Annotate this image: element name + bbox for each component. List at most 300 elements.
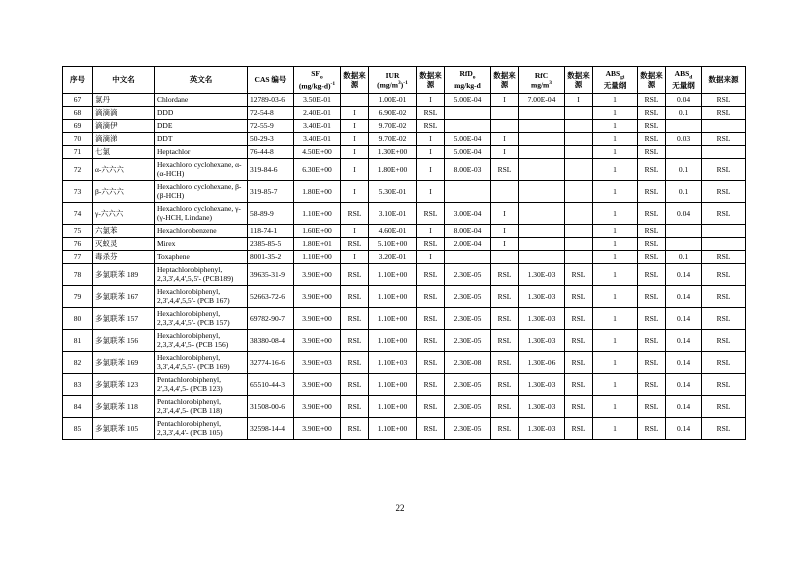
cell-index: 68 — [63, 106, 93, 119]
cell-iur: 1.10E+00 — [369, 307, 417, 329]
cell-sf-source: RSL — [341, 351, 369, 373]
cell-index: 83 — [63, 373, 93, 395]
cell-rfd: 2.30E-08 — [445, 351, 491, 373]
cell-rfc: 1.30E-03 — [519, 307, 565, 329]
cell-absgi: 1 — [593, 329, 638, 351]
cell-sf-source: I — [341, 132, 369, 145]
cell-rfd-source: RSL — [491, 351, 519, 373]
cell-en-name: Hexachlorobenzene — [155, 224, 248, 237]
cell-sf-source: RSL — [341, 395, 369, 417]
cell-absd: 0.1 — [666, 180, 702, 202]
cell-iur-source: RSL — [417, 106, 445, 119]
cell-cas: 32774-16-6 — [248, 351, 294, 373]
table-row — [63, 180, 746, 202]
cell-iur: 1.30E+00 — [369, 145, 417, 158]
cell-rfc-source: RSL — [565, 263, 593, 285]
cell-en-name: Hexachlorobiphenyl, 2,3',4,4',5,5'- (PCB 167) — [155, 285, 248, 307]
cell-iur-source: RSL — [417, 237, 445, 250]
cell-absd: 0.14 — [666, 285, 702, 307]
cell-absgi: 1 — [593, 285, 638, 307]
cell-cas: 69782-90-7 — [248, 307, 294, 329]
cell-rfd-source: I — [491, 202, 519, 224]
cell-en-name: DDD — [155, 106, 248, 119]
cell-absd-source: RSL — [702, 250, 746, 263]
cell-index: 76 — [63, 237, 93, 250]
cell-iur: 1.80E+00 — [369, 158, 417, 180]
cell-rfc-source: RSL — [565, 329, 593, 351]
cell-rfc — [519, 250, 565, 263]
cell-absd-source — [702, 224, 746, 237]
cell-rfc-source: RSL — [565, 417, 593, 439]
cell-sf-source: RSL — [341, 329, 369, 351]
cell-absgi: 1 — [593, 373, 638, 395]
cell-en-name: Heptachlorobiphenyl, 2,3,3',4,4',5,5'- (PCB189) — [155, 263, 248, 285]
cell-absd — [666, 119, 702, 132]
cell-rfd: 2.30E-05 — [445, 285, 491, 307]
cell-absd: 0.14 — [666, 351, 702, 373]
table-row — [63, 93, 746, 106]
cell-rfd: 2.30E-05 — [445, 373, 491, 395]
cell-absgi: 1 — [593, 106, 638, 119]
cell-rfc-source — [565, 202, 593, 224]
cell-rfc-source — [565, 237, 593, 250]
cell-absgi: 1 — [593, 395, 638, 417]
table-row — [63, 202, 746, 224]
cell-cas: 65510-44-3 — [248, 373, 294, 395]
cell-cn-name: 多氯联苯 105 — [93, 417, 155, 439]
table-row — [63, 395, 746, 417]
cell-iur: 1.10E+00 — [369, 329, 417, 351]
cell-sf-source: I — [341, 158, 369, 180]
cell-rfc — [519, 202, 565, 224]
col-header-sf: $SF_o$ $(mg/kg-d)^{-1}$ — [294, 67, 341, 94]
cell-cn-name: 滴滴涕 — [93, 132, 155, 145]
cell-absgi-source: RSL — [638, 285, 666, 307]
cell-absgi-source: RSL — [638, 417, 666, 439]
cell-sf: 4.50E+00 — [294, 145, 341, 158]
cell-rfc: 1.30E-03 — [519, 329, 565, 351]
cell-iur: 3.10E-01 — [369, 202, 417, 224]
cell-sf-source: RSL — [341, 417, 369, 439]
cell-absgi: 1 — [593, 132, 638, 145]
cell-rfd-source: I — [491, 224, 519, 237]
header-row — [63, 67, 746, 94]
cell-en-name: Chlordane — [155, 93, 248, 106]
cell-sf: 1.60E+00 — [294, 224, 341, 237]
cell-sf-source: RSL — [341, 285, 369, 307]
cell-absgi-source: RSL — [638, 158, 666, 180]
cell-iur: 1.10E+00 — [369, 285, 417, 307]
cell-en-name: DDE — [155, 119, 248, 132]
cell-sf: 1.80E+01 — [294, 237, 341, 250]
cell-rfd: 2.00E-04 — [445, 237, 491, 250]
table-body — [63, 93, 746, 439]
cell-absgi: 1 — [593, 351, 638, 373]
col-header-sf-source: 数据来源 — [341, 67, 369, 94]
col-header-absgi: $ABS_{gi}$ 无量纲 — [593, 67, 638, 94]
cell-absd: 0.1 — [666, 106, 702, 119]
cell-absgi-source: RSL — [638, 202, 666, 224]
cell-rfc — [519, 180, 565, 202]
cell-iur: 1.10E+00 — [369, 373, 417, 395]
cell-rfc: 1.30E-03 — [519, 395, 565, 417]
cell-absd: 0.14 — [666, 417, 702, 439]
cell-absd-source: RSL — [702, 285, 746, 307]
cell-iur: 9.70E-02 — [369, 119, 417, 132]
cell-index: 81 — [63, 329, 93, 351]
cell-iur: 5.10E+00 — [369, 237, 417, 250]
cell-rfd: 2.30E-05 — [445, 395, 491, 417]
cell-iur-source: RSL — [417, 395, 445, 417]
cell-absgi-source: RSL — [638, 237, 666, 250]
cell-absd-source: RSL — [702, 263, 746, 285]
cell-sf-source: I — [341, 224, 369, 237]
cell-absgi: 1 — [593, 180, 638, 202]
cell-sf: 3.40E-01 — [294, 119, 341, 132]
cell-index: 74 — [63, 202, 93, 224]
cell-sf: 3.90E+00 — [294, 395, 341, 417]
cell-rfd-source: RSL — [491, 373, 519, 395]
table-row — [63, 417, 746, 439]
cell-sf: 3.40E-01 — [294, 132, 341, 145]
cell-rfc: 7.00E-04 — [519, 93, 565, 106]
cell-absgi-source: RSL — [638, 307, 666, 329]
cell-rfd-source: RSL — [491, 307, 519, 329]
cell-absgi: 1 — [593, 307, 638, 329]
cell-absgi: 1 — [593, 250, 638, 263]
cell-absgi-source: RSL — [638, 351, 666, 373]
cell-absd-source — [702, 119, 746, 132]
cell-cas: 8001-35-2 — [248, 250, 294, 263]
cell-rfd-source: RSL — [491, 417, 519, 439]
cell-rfc-source: RSL — [565, 395, 593, 417]
cell-rfd: 8.00E-04 — [445, 224, 491, 237]
table-row — [63, 132, 746, 145]
cell-rfd — [445, 180, 491, 202]
cell-absgi: 1 — [593, 93, 638, 106]
col-header-iur: IUR $(mg/m^3)^{-1}$ — [369, 67, 417, 94]
cell-sf: 1.10E+00 — [294, 202, 341, 224]
cell-absd — [666, 237, 702, 250]
cell-rfc — [519, 224, 565, 237]
cell-rfd — [445, 119, 491, 132]
cell-iur: 5.30E-01 — [369, 180, 417, 202]
cell-sf: 1.10E+00 — [294, 250, 341, 263]
cell-cas: 72-55-9 — [248, 119, 294, 132]
cell-iur-source: I — [417, 93, 445, 106]
cell-rfc — [519, 132, 565, 145]
cell-en-name: Pentachlorobiphenyl, 2',3,4,4',5- (PCB 123) — [155, 373, 248, 395]
cell-absgi: 1 — [593, 237, 638, 250]
cell-absd: 0.1 — [666, 250, 702, 263]
cell-sf: 3.90E+00 — [294, 263, 341, 285]
cell-absd: 0.1 — [666, 158, 702, 180]
cell-index: 82 — [63, 351, 93, 373]
cell-absd-source: RSL — [702, 351, 746, 373]
cell-rfc-source — [565, 132, 593, 145]
cell-iur: 1.00E-01 — [369, 93, 417, 106]
cell-en-name: Hexachlorobiphenyl, 3,3',4,4',5,5'- (PCB 169) — [155, 351, 248, 373]
cell-iur: 3.20E-01 — [369, 250, 417, 263]
cell-absd-source — [702, 145, 746, 158]
cell-rfc-source — [565, 250, 593, 263]
cell-rfd: 2.30E-05 — [445, 329, 491, 351]
cell-index: 70 — [63, 132, 93, 145]
cell-absgi-source: RSL — [638, 106, 666, 119]
cell-rfc-source: RSL — [565, 307, 593, 329]
cell-en-name: Heptachlor — [155, 145, 248, 158]
cell-absgi: 1 — [593, 119, 638, 132]
table-row — [63, 106, 746, 119]
cell-rfc — [519, 106, 565, 119]
cell-absd: 0.14 — [666, 373, 702, 395]
cell-en-name: Hexachloro cyclohexane, α-(α-HCH) — [155, 158, 248, 180]
cell-absgi-source: RSL — [638, 132, 666, 145]
cell-index: 79 — [63, 285, 93, 307]
cell-en-name: Pentachlorobiphenyl, 2,3',4,4',5- (PCB 118) — [155, 395, 248, 417]
cell-index: 72 — [63, 158, 93, 180]
cell-rfd-source: RSL — [491, 263, 519, 285]
cell-rfc — [519, 119, 565, 132]
cell-iur-source: I — [417, 145, 445, 158]
cell-absd-source: RSL — [702, 329, 746, 351]
cell-index: 78 — [63, 263, 93, 285]
cell-index: 67 — [63, 93, 93, 106]
cell-absgi: 1 — [593, 224, 638, 237]
cell-rfd-source: RSL — [491, 329, 519, 351]
cell-cas: 12789-03-6 — [248, 93, 294, 106]
cell-rfd — [445, 106, 491, 119]
cell-absd-source: RSL — [702, 395, 746, 417]
toxicity-parameters-table — [62, 66, 746, 440]
cell-rfd-source: I — [491, 145, 519, 158]
cell-rfd-source: RSL — [491, 285, 519, 307]
cell-index: 73 — [63, 180, 93, 202]
col-header-rfd: RfD$_o$ mg/kg-d — [445, 67, 491, 94]
cell-rfc-source — [565, 106, 593, 119]
cell-iur-source: I — [417, 132, 445, 145]
cell-cas: 52663-72-6 — [248, 285, 294, 307]
cell-iur-source: RSL — [417, 119, 445, 132]
cell-absgi-source: RSL — [638, 395, 666, 417]
cell-cn-name: γ-六六六 — [93, 202, 155, 224]
cell-iur: 1.10E+03 — [369, 351, 417, 373]
col-header-cas: CAS 编号 — [248, 67, 294, 94]
table-row — [63, 351, 746, 373]
cell-rfc-source — [565, 119, 593, 132]
cell-absgi-source: RSL — [638, 180, 666, 202]
cell-rfc-source — [565, 158, 593, 180]
cell-rfc — [519, 237, 565, 250]
cell-absgi-source: RSL — [638, 329, 666, 351]
table-header — [63, 67, 746, 94]
cell-absgi-source: RSL — [638, 93, 666, 106]
cell-iur-source: RSL — [417, 373, 445, 395]
cell-absgi-source: RSL — [638, 224, 666, 237]
cell-en-name: Hexachlorobiphenyl, 2,3,3',4,4',5- (PCB 156) — [155, 329, 248, 351]
cell-cn-name: 滴滴滴 — [93, 106, 155, 119]
cell-sf-source: I — [341, 119, 369, 132]
cell-sf: 2.40E-01 — [294, 106, 341, 119]
cell-absd-source: RSL — [702, 106, 746, 119]
cell-cn-name: α-六六六 — [93, 158, 155, 180]
cell-absd-source: RSL — [702, 373, 746, 395]
cell-cn-name: 毒杀芬 — [93, 250, 155, 263]
cell-cn-name: 多氯联苯 189 — [93, 263, 155, 285]
col-header-rfd-source: 数据来源 — [491, 67, 519, 94]
cell-absd-source: RSL — [702, 158, 746, 180]
cell-iur-source: I — [417, 250, 445, 263]
cell-sf: 3.90E+03 — [294, 351, 341, 373]
cell-rfc — [519, 145, 565, 158]
cell-absd: 0.03 — [666, 132, 702, 145]
cell-iur-source: I — [417, 158, 445, 180]
cell-cas: 39635-31-9 — [248, 263, 294, 285]
cell-absd — [666, 224, 702, 237]
cell-sf: 3.90E+00 — [294, 307, 341, 329]
cell-sf-source: I — [341, 250, 369, 263]
cell-sf-source: I — [341, 180, 369, 202]
cell-cn-name: 六氯苯 — [93, 224, 155, 237]
cell-iur-source: RSL — [417, 202, 445, 224]
cell-cas: 32598-14-4 — [248, 417, 294, 439]
col-header-absd: $ABS_d$ 无量纲 — [666, 67, 702, 94]
col-header-index: 序号 — [63, 67, 93, 94]
table-row — [63, 307, 746, 329]
cell-iur-source: RSL — [417, 285, 445, 307]
cell-cas: 319-85-7 — [248, 180, 294, 202]
cell-cas: 58-89-9 — [248, 202, 294, 224]
page-number: 22 — [395, 503, 405, 513]
cell-iur: 1.10E+00 — [369, 263, 417, 285]
table-row — [63, 250, 746, 263]
cell-absd: 0.04 — [666, 202, 702, 224]
cell-rfc-source — [565, 145, 593, 158]
cell-sf: 6.30E+00 — [294, 158, 341, 180]
cell-iur: 9.70E-02 — [369, 132, 417, 145]
cell-sf: 3.50E-01 — [294, 93, 341, 106]
cell-iur-source: RSL — [417, 417, 445, 439]
cell-rfc-source: RSL — [565, 351, 593, 373]
cell-en-name: Hexachlorobiphenyl, 2,3,3',4,4',5'- (PCB 157) — [155, 307, 248, 329]
cell-rfc: 1.30E-03 — [519, 417, 565, 439]
cell-absgi-source: RSL — [638, 250, 666, 263]
cell-cas: 319-84-6 — [248, 158, 294, 180]
cell-rfc-source: I — [565, 93, 593, 106]
cell-cn-name: 氯丹 — [93, 93, 155, 106]
cell-absd-source: RSL — [702, 417, 746, 439]
col-header-en-name: 英文名 — [155, 67, 248, 94]
cell-absd-source: RSL — [702, 202, 746, 224]
col-header-cn-name: 中文名 — [93, 67, 155, 94]
table-row — [63, 119, 746, 132]
cell-iur-source: RSL — [417, 329, 445, 351]
cell-cas: 76-44-8 — [248, 145, 294, 158]
cell-absgi-source: RSL — [638, 373, 666, 395]
cell-en-name: Hexachloro cyclohexane, γ-(γ-HCH, Lindane) — [155, 202, 248, 224]
cell-absd — [666, 145, 702, 158]
table-row — [63, 145, 746, 158]
cell-sf-source — [341, 93, 369, 106]
cell-rfc: 1.30E-06 — [519, 351, 565, 373]
cell-absd-source: RSL — [702, 307, 746, 329]
cell-rfd: 5.00E-04 — [445, 145, 491, 158]
cell-sf-source: I — [341, 106, 369, 119]
cell-rfd: 2.30E-05 — [445, 263, 491, 285]
cell-index: 69 — [63, 119, 93, 132]
cell-absgi-source: RSL — [638, 119, 666, 132]
cell-rfd: 5.00E-04 — [445, 93, 491, 106]
cell-absgi: 1 — [593, 145, 638, 158]
cell-rfd-source — [491, 250, 519, 263]
cell-rfc-source — [565, 224, 593, 237]
col-header-rfc-source: 数据来源 — [565, 67, 593, 94]
cell-sf: 3.90E+00 — [294, 417, 341, 439]
cell-absd: 0.14 — [666, 307, 702, 329]
cell-en-name: Mirex — [155, 237, 248, 250]
cell-cn-name: 多氯联苯 167 — [93, 285, 155, 307]
cell-sf-source: I — [341, 145, 369, 158]
cell-absd-source: RSL — [702, 132, 746, 145]
table-row — [63, 237, 746, 250]
col-header-absd-source: 数据来源 — [702, 67, 746, 94]
cell-en-name: DDT — [155, 132, 248, 145]
cell-rfd: 8.00E-03 — [445, 158, 491, 180]
cell-cn-name: 多氯联苯 157 — [93, 307, 155, 329]
cell-absd-source — [702, 237, 746, 250]
cell-absgi: 1 — [593, 158, 638, 180]
cell-cas: 72-54-8 — [248, 106, 294, 119]
cell-rfd-source — [491, 106, 519, 119]
cell-absgi-source: RSL — [638, 145, 666, 158]
col-header-iur-source: 数据来源 — [417, 67, 445, 94]
cell-cn-name: 多氯联苯 169 — [93, 351, 155, 373]
cell-cas: 50-29-3 — [248, 132, 294, 145]
table-row — [63, 263, 746, 285]
cell-absd-source: RSL — [702, 93, 746, 106]
cell-index: 84 — [63, 395, 93, 417]
cell-rfd-source: I — [491, 93, 519, 106]
cell-iur: 1.10E+00 — [369, 395, 417, 417]
cell-en-name: Pentachlorobiphenyl, 2,3,3',4,4'- (PCB 105) — [155, 417, 248, 439]
cell-rfd-source: RSL — [491, 158, 519, 180]
cell-iur: 4.60E-01 — [369, 224, 417, 237]
cell-index: 85 — [63, 417, 93, 439]
cell-iur-source: RSL — [417, 307, 445, 329]
cell-absd: 0.14 — [666, 395, 702, 417]
cell-sf: 3.90E+00 — [294, 373, 341, 395]
cell-cn-name: 多氯联苯 156 — [93, 329, 155, 351]
cell-absd-source: RSL — [702, 180, 746, 202]
cell-rfc-source: RSL — [565, 285, 593, 307]
cell-cn-name: 七氯 — [93, 145, 155, 158]
cell-cas: 2385-85-5 — [248, 237, 294, 250]
cell-rfd-source: RSL — [491, 395, 519, 417]
cell-sf-source: RSL — [341, 373, 369, 395]
cell-rfd-source — [491, 119, 519, 132]
cell-index: 75 — [63, 224, 93, 237]
cell-rfd: 5.00E-04 — [445, 132, 491, 145]
cell-index: 71 — [63, 145, 93, 158]
cell-rfd-source — [491, 180, 519, 202]
col-header-absgi-source: 数据来源 — [638, 67, 666, 94]
cell-cn-name: 多氯联苯 123 — [93, 373, 155, 395]
cell-cas: 38380-08-4 — [248, 329, 294, 351]
cell-en-name: Hexachloro cyclohexane, β-(β-HCH) — [155, 180, 248, 202]
cell-cn-name: 多氯联苯 118 — [93, 395, 155, 417]
cell-absd: 0.14 — [666, 329, 702, 351]
cell-rfd-source: I — [491, 237, 519, 250]
